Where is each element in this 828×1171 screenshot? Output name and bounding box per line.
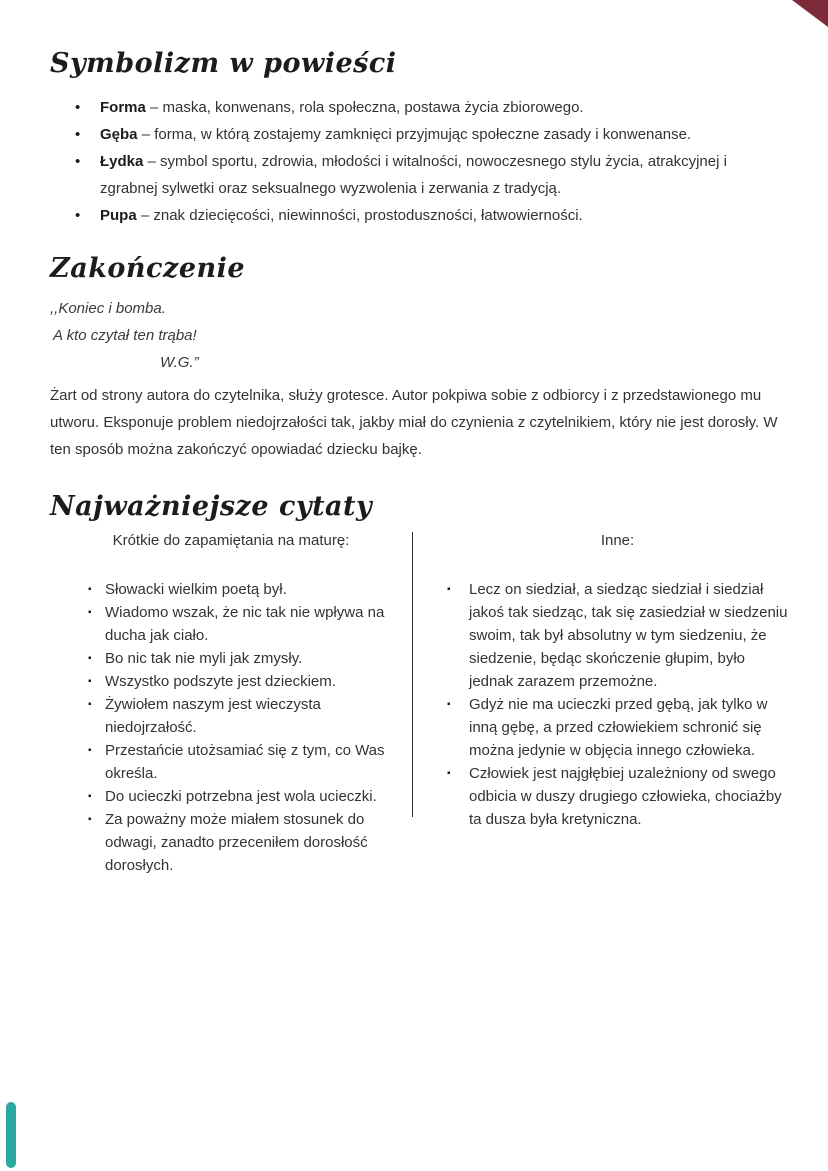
quotes-column-right xyxy=(413,529,788,877)
quotes-column-left xyxy=(50,529,412,877)
square-bullet-icon: ▪ xyxy=(88,653,92,664)
quote-text: Za poważny może miałem stosunek do odwagi, zanadto przeceniłem dorosłość dorosłych. xyxy=(105,811,368,874)
square-bullet-icon: ▪ xyxy=(88,607,92,618)
bullet-icon: • xyxy=(75,207,81,224)
quote-text: Wiadomo wszak, że nic tak nie wpływa na ducha jak ciało. xyxy=(105,604,385,644)
list-item xyxy=(50,202,788,229)
symbolism-list xyxy=(50,94,788,229)
quote-text: Do ucieczki potrzebna jest wola ucieczki. xyxy=(105,788,377,805)
quote-text: Wszystko podszyte jest dzieckiem. xyxy=(105,673,336,690)
quote-text: Bo nic tak nie myli jak zmysły. xyxy=(105,650,303,667)
quote-attribution: W.G.” xyxy=(160,354,199,371)
square-bullet-icon: ▪ xyxy=(447,584,451,595)
list-item xyxy=(50,693,412,739)
list-item xyxy=(50,785,412,808)
square-bullet-icon: ▪ xyxy=(88,791,92,802)
quote-text: Gdyż nie ma ucieczki przed gębą, jak tylko w inną gębę, a przed człowiekiem schronić się można jedynie w objęcia innego człowieka. xyxy=(469,696,768,759)
list-item xyxy=(50,601,412,647)
square-bullet-icon: ▪ xyxy=(88,699,92,710)
list-item-text: Pupa – znak dziecięcości, niewinności, prostoduszności, łatwowierności. xyxy=(100,207,583,224)
quotes-columns xyxy=(50,529,788,877)
bullet-icon: • xyxy=(75,99,81,116)
heading-symbolism: Symbolizm w powieści xyxy=(50,48,397,79)
heading-ending: Zakończenie xyxy=(50,253,246,284)
right-quotes-list xyxy=(447,578,788,831)
square-bullet-icon: ▪ xyxy=(88,814,92,825)
list-item xyxy=(50,647,412,670)
list-item xyxy=(50,808,412,877)
ending-paragraph: Żart od strony autora do czytelnika, służy grotesce. Autor pokpiwa sobie z odbiorcy i z przedstawionego mu utworu. Eksponuje problem niedojrzałości tak, jakby miał do czynienia z czytelnikiem, który nie jest dorosły. W ten sposób można zakończyć opowiadać dziecku bajkę. xyxy=(50,387,778,458)
quote-text: Słowacki wielkim poetą był. xyxy=(105,581,287,598)
square-bullet-icon: ▪ xyxy=(88,584,92,595)
quote-text: Lecz on siedział, a siedząc siedział i siedział jakoś tak siedząc, tak się zasiedział w siedzeniu swoim, tak był absolutny w tym siedzeniu, że siedzenie, będąc skończenie głupim, było jednak zarazem przemożne. xyxy=(469,581,788,690)
heading-quotes: Najważniejsze cytaty xyxy=(50,491,373,522)
square-bullet-icon: ▪ xyxy=(447,768,451,779)
left-column-header: Krótkie do zapamiętania na maturę: xyxy=(112,532,350,549)
square-bullet-icon: ▪ xyxy=(88,745,92,756)
square-bullet-icon: ▪ xyxy=(447,699,451,710)
quote-text: Żywiołem naszym jest wieczysta niedojrzałość. xyxy=(105,696,321,736)
list-item xyxy=(50,94,788,121)
right-column-header: Inne: xyxy=(600,532,635,549)
list-item xyxy=(447,762,788,831)
bullet-icon: • xyxy=(75,153,81,170)
list-item xyxy=(447,693,788,762)
ending-quote xyxy=(50,295,788,376)
square-bullet-icon: ▪ xyxy=(88,676,92,687)
list-item-text: Łydka – symbol sportu, zdrowia, młodości i witalności, nowoczesnego stylu życia, atrakcyjnej i zgrabnej sylwetki oraz seksualnego wyzwolenia i zerwania z tradycją. xyxy=(100,153,727,197)
list-item xyxy=(50,148,788,202)
list-item xyxy=(50,578,412,601)
list-item-text: Gęba – forma, w którą zostajemy zamknięci przyjmując społeczne zasady i konwenanse. xyxy=(100,126,692,143)
quote-line: ,,Koniec i bomba. xyxy=(50,300,166,317)
quote-line: A kto czytał ten trąba! xyxy=(53,327,197,344)
list-item xyxy=(50,739,412,785)
list-item xyxy=(447,578,788,693)
left-quotes-list xyxy=(50,578,412,877)
list-item xyxy=(50,121,788,148)
quote-text: Człowiek jest najgłębiej uzależniony od swego odbicia w duszy drugiego człowieka, chociażby ta dusza była kretyniczna. xyxy=(469,765,782,828)
list-item-text: Forma – maska, konwenans, rola społeczna, postawa życia zbiorowego. xyxy=(100,99,584,116)
corner-fold-icon xyxy=(792,0,828,27)
bookmark-bar-icon xyxy=(6,1102,16,1168)
bullet-icon: • xyxy=(75,126,81,143)
quote-text: Przestańcie utożsamiać się z tym, co Was określa. xyxy=(105,742,385,782)
list-item xyxy=(50,670,412,693)
